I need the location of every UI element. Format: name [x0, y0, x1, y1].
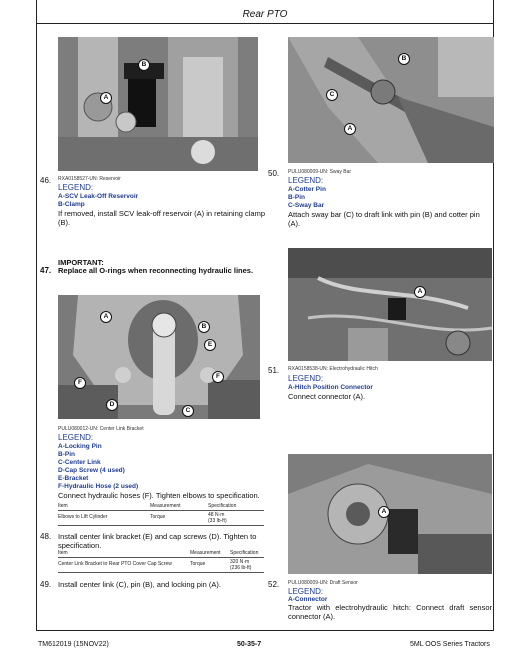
step-number: 47.	[40, 266, 52, 275]
table-header-spec: Specification	[208, 503, 237, 509]
legend-item: A-Connector	[288, 596, 328, 603]
legend-item: E-Bracket	[58, 475, 89, 482]
table-header-spec: Specification	[230, 550, 259, 556]
draft-sensor-image	[288, 454, 492, 574]
step-text: Install center link bracket (E) and cap screws (D). Tighten to specification.	[58, 532, 257, 550]
electrohydraulic-hitch-image	[288, 248, 492, 361]
legend-item: A-Hitch Position Connector	[288, 384, 373, 391]
table-cell-item: Center Link Bracket to Rear PTO Cover Cap Screw	[58, 561, 172, 567]
step-text: Tractor with electrohydraulic hitch: Connect draft sensor connector (A).	[288, 603, 492, 621]
callout-a: A	[100, 311, 112, 323]
legend-item: A-SCV Leak-Off Reservoir	[58, 193, 139, 200]
table-row	[58, 558, 264, 573]
table-header-measurement: Measurement	[150, 503, 181, 509]
center-link-bracket-image	[58, 295, 260, 419]
page-header	[36, 0, 494, 23]
table-cell-spec: 48 N·m	[208, 512, 225, 518]
spec-table	[58, 550, 264, 573]
legend-item: C-Sway Bar	[288, 202, 325, 209]
table-header-item: Item	[58, 550, 68, 556]
table-header-item: Item	[58, 503, 68, 509]
step-text: Connect hydraulic hoses (F). Tighten elbows to specification.	[58, 491, 260, 500]
callout-f: F	[74, 377, 86, 389]
legend-item: F-Hydraulic Hose (2 used)	[58, 483, 139, 490]
figure-caption: PULU080009-UN: Draft Sensor	[288, 580, 358, 586]
callout-a: A	[100, 92, 112, 104]
callout-f: F	[212, 371, 224, 383]
legend-title: LEGEND:	[288, 374, 324, 383]
table-cell-measurement: Torque	[190, 561, 206, 567]
step-number: 48.	[40, 532, 52, 541]
callout-c: C	[326, 89, 338, 101]
step-number: 46.	[40, 176, 52, 185]
table-cell-item: Elbows to Lift Cylinder	[58, 514, 108, 520]
spec-table-header	[58, 503, 264, 511]
legend-title: LEGEND:	[58, 433, 94, 442]
legend-item: D-Cap Screw (4 used)	[58, 467, 125, 474]
legend-item: B-Clamp	[58, 201, 85, 208]
legend-item: B-Pin	[58, 451, 75, 458]
step-number: 49.	[40, 580, 52, 589]
center-link-illustration	[58, 295, 260, 419]
footer-page-number: 50-35-7	[237, 641, 262, 648]
reservoir-illustration	[58, 37, 258, 171]
table-header-measurement: Measurement	[190, 550, 221, 556]
callout-b: B	[198, 321, 210, 333]
reservoir-image	[58, 37, 258, 171]
legend-item: C-Center Link	[58, 459, 101, 466]
legend-title: LEGEND:	[288, 176, 324, 185]
step-text: If removed, install SCV leak-off reservoir (A) in retaining clamp (B).	[58, 209, 266, 227]
callout-a: A	[378, 506, 390, 518]
table-cell-measurement: Torque	[150, 514, 166, 520]
legend-item: A-Locking Pin	[58, 443, 102, 450]
important-label: IMPORTANT:	[58, 258, 104, 267]
legend-title: LEGEND:	[58, 183, 94, 192]
step-number: 50.	[268, 169, 280, 178]
page-title: Rear PTO	[242, 9, 288, 20]
step-number: 51.	[268, 366, 280, 375]
figure-caption: PULU080009-UN: Sway Bar	[288, 169, 352, 175]
callout-b: B	[138, 59, 150, 71]
footer-product: 5ML OOS Series Tractors	[410, 641, 490, 648]
table-row	[58, 511, 264, 526]
figure-caption: RXA0158527-UN: Reservoir	[58, 176, 121, 182]
step-text: Attach sway bar (C) to draft link with pin (B) and cotter pin (A).	[288, 210, 480, 228]
callout-c: C	[182, 405, 194, 417]
callout-e: E	[204, 339, 216, 351]
sway-bar-image	[288, 37, 494, 163]
table-cell-spec-imperial: (236 lb-ft)	[230, 565, 252, 571]
callout-a: A	[414, 286, 426, 298]
step-text: Install center link (C), pin (B), and locking pin (A).	[58, 580, 221, 589]
sway-bar-illustration	[288, 37, 494, 163]
hitch-illustration	[288, 248, 492, 361]
footer-doc-id: TM612019 (15NOV22)	[38, 641, 109, 648]
legend-title: LEGEND:	[288, 587, 324, 596]
table-cell-spec-imperial: (33 lb-ft)	[208, 518, 227, 524]
important-text: Replace all O-rings when reconnecting hydraulic lines.	[58, 266, 254, 275]
table-cell-spec: 320 N·m	[230, 559, 250, 565]
callout-a: A	[344, 123, 356, 135]
step-text: Connect connector (A).	[288, 392, 366, 401]
legend-item: B-Pin	[288, 194, 305, 201]
legend-item: A-Cotter Pin	[288, 186, 326, 193]
figure-caption: RXA0158538-UN: Electrohydraulic Hitch	[288, 366, 378, 372]
spec-table-header	[58, 550, 264, 558]
draft-sensor-illustration	[288, 454, 492, 574]
callout-d: D	[106, 399, 118, 411]
spec-table	[58, 503, 264, 526]
figure-caption: PULU080012-UN: Center Link Bracket	[58, 426, 144, 432]
callout-b: B	[398, 53, 410, 65]
step-number: 52.	[268, 580, 280, 589]
